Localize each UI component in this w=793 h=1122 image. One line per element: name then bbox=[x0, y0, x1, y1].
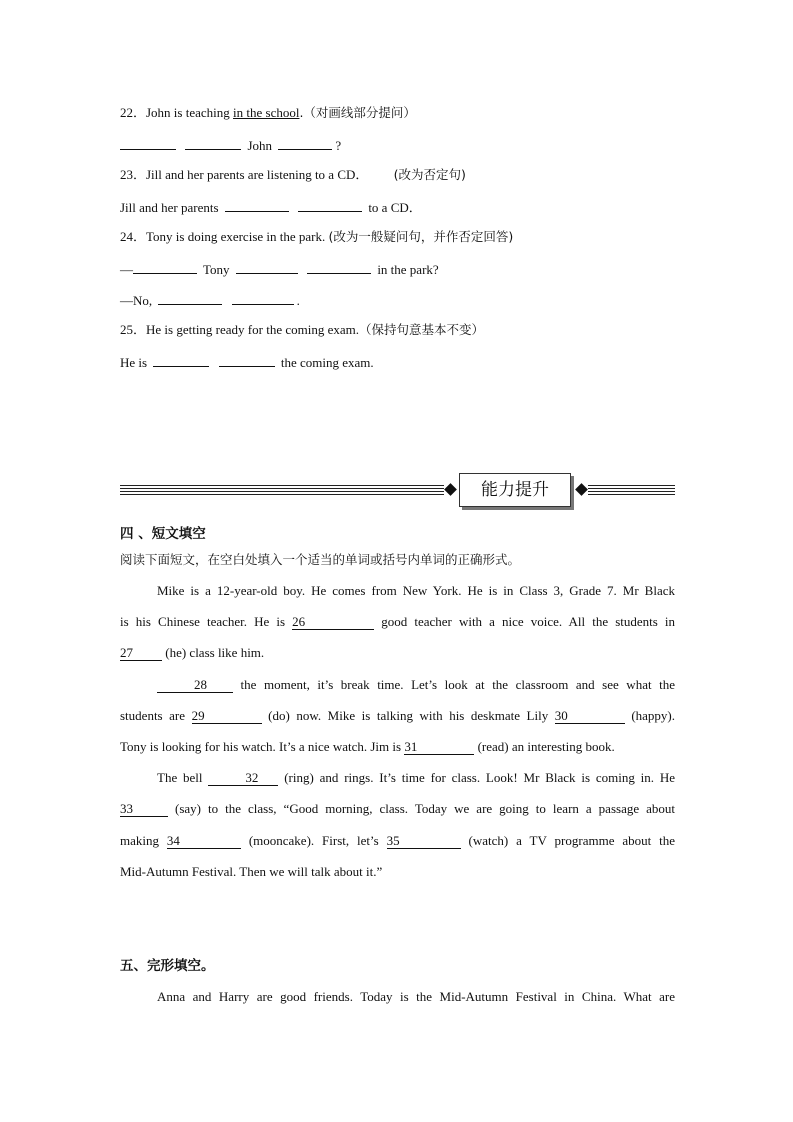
answer-blank[interactable] bbox=[153, 353, 209, 367]
answer-blank[interactable] bbox=[307, 260, 371, 274]
underlined-phrase: in the school bbox=[233, 105, 300, 120]
passage-line: 28 the moment, it’s break time. Let’s look at the classroom and see what the bbox=[120, 677, 675, 693]
question-25: 25．He is getting ready for the coming exam.（保持句意基本不变） bbox=[120, 322, 485, 337]
blank-27[interactable]: 27 bbox=[120, 645, 162, 661]
passage-line: Tony is looking for his watch. It’s a nice watch. Jim is 31 (read) an interesting book. bbox=[120, 739, 615, 754]
passage-line: students are 29 (do) now. Mike is talking with his deskmate Lily 30 (happy). bbox=[120, 708, 675, 723]
answer-24-question: — Tony in the park? bbox=[120, 262, 439, 277]
answer-blank[interactable] bbox=[298, 198, 362, 212]
answer-22: John ? bbox=[120, 136, 341, 154]
passage-line: The bell 32 (ring) and rings. It’s time for class. Look! Mr Black is coming in. He bbox=[157, 770, 676, 785]
blank-34[interactable]: 34 bbox=[167, 833, 241, 849]
passage-line: Mike is a 12-year-old boy. He comes from New York. He is in Class 3, Grade 7. Mr Black bbox=[157, 583, 675, 598]
banner-rule-left bbox=[120, 485, 444, 486]
blank-31[interactable]: 31 bbox=[404, 739, 474, 755]
blank-30[interactable]: 30 bbox=[555, 708, 625, 724]
blank-33[interactable]: 33 bbox=[120, 801, 168, 817]
answer-blank[interactable] bbox=[219, 353, 275, 367]
question-23: 23．Jill and her parents are listening to a CD． (改为否定句) bbox=[120, 167, 466, 182]
passage-line: making 34 (mooncake). First, let’s 35 (watch) a TV programme about the bbox=[120, 833, 676, 848]
banner-label: 能力提升 bbox=[459, 473, 571, 507]
blank-35[interactable]: 35 bbox=[387, 833, 461, 849]
answer-blank[interactable] bbox=[236, 260, 298, 274]
answer-blank[interactable] bbox=[158, 291, 222, 305]
answer-blank[interactable] bbox=[278, 136, 332, 150]
banner-rule-right bbox=[588, 485, 675, 486]
passage-line: Anna and Harry are good friends. Today is the Mid-Autumn Festival in China. What are bbox=[157, 989, 675, 1004]
section-4-instructions: 阅读下面短文，在空白处填入一个适当的单词或括号内单词的正确形式。 bbox=[120, 552, 521, 567]
section-4-heading: 四 、短文填空 bbox=[120, 526, 206, 542]
passage-line: Mid-Autumn Festival. Then we will talk about it.” bbox=[120, 864, 383, 879]
question-24: 24．Tony is doing exercise in the park. (改为一般疑问句，并作否定回答) bbox=[120, 229, 514, 244]
blank-29[interactable]: 29 bbox=[192, 708, 262, 724]
answer-blank[interactable] bbox=[185, 136, 241, 150]
blank-32[interactable]: 32 bbox=[208, 770, 278, 786]
answer-blank[interactable] bbox=[120, 136, 176, 150]
answer-blank[interactable] bbox=[232, 291, 294, 305]
answer-blank[interactable] bbox=[133, 260, 197, 274]
passage-line: 33 (say) to the class, “Good morning, class. Today we are going to learn a passage about bbox=[120, 801, 675, 816]
answer-blank[interactable] bbox=[225, 198, 289, 212]
answer-23: Jill and her parents to a CD． bbox=[120, 200, 422, 215]
section-5-heading: 五、完形填空。 bbox=[120, 958, 215, 974]
blank-26[interactable]: 26 bbox=[292, 614, 374, 630]
answer-24-reply: —No, . bbox=[120, 293, 300, 308]
passage-line: 27 (he) class like him. bbox=[120, 645, 265, 660]
blank-28[interactable]: 28 bbox=[157, 677, 233, 693]
diamond-icon bbox=[575, 483, 588, 496]
question-22: 22．John is teaching in the school.（对画线部分提问） bbox=[120, 105, 416, 120]
diamond-icon bbox=[444, 483, 457, 496]
passage-line: is his Chinese teacher. He is 26 good teacher with a nice voice. All the students in bbox=[120, 614, 676, 629]
section-banner bbox=[120, 473, 675, 507]
answer-25: He is the coming exam. bbox=[120, 355, 374, 370]
